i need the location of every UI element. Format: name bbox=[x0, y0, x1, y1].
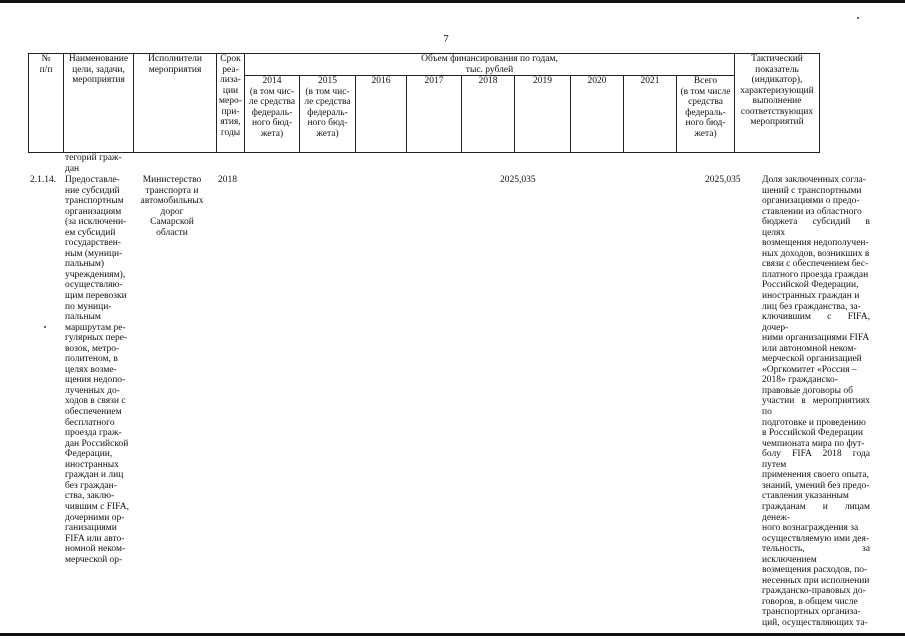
header-financing-title: Объем финансирования по годам, тыс. рублей bbox=[245, 54, 735, 76]
header-year-2019: 2019 bbox=[515, 76, 571, 153]
header-year-2014: 2014 (в том чис- ле средства федераль- ного бюд- жета) bbox=[245, 76, 300, 153]
page-number: 7 bbox=[443, 33, 449, 45]
financing-table-header bbox=[28, 53, 820, 153]
row-amount-total: 2025,035 bbox=[705, 175, 741, 185]
continuation-text: тегорий граж- дан bbox=[65, 153, 122, 174]
header-year-2017: 2017 bbox=[407, 76, 462, 153]
header-col-name: Наименование цели, задачи, мероприятия bbox=[64, 54, 134, 153]
header-year-2020: 2020 bbox=[571, 76, 624, 153]
header-year-2018: 2018 bbox=[462, 76, 515, 153]
header-year-2015: 2015 (в том чис- ле средства федераль- ного бюд- жета) bbox=[300, 76, 356, 153]
row-amount-2018: 2025,035 bbox=[500, 175, 536, 185]
row-number: 2.1.14. bbox=[30, 175, 57, 185]
header-col-number: № п/п bbox=[29, 54, 64, 153]
row-name: Предоставле- ние субсидий транспортным организациям (за исключени- ем субсидий государствен- ным (муници- пальным) учреждениям), осуществляю- щим перевозки по муници- пальным маршрутам ре- гулярных пере- возок, метро- политеном, в целях возме- щения недопо- лученных до- ходов в связи с обеспечением бесплатного проезда граж- дан Российской Федерации, иностранных граждан и лиц без граждан- ства, заклю- чившим с FIFA, дочерними ор- ганизациями FIFA или авто- номной неком- мерческой ор- bbox=[65, 175, 129, 565]
row-term: 2018 bbox=[218, 175, 237, 185]
header-year-2021: 2021 bbox=[624, 76, 677, 153]
header-col-executor: Исполнители мероприятия bbox=[134, 54, 217, 153]
row-executor: Министерство транспорта и автомобильных дорог Самарской области bbox=[140, 175, 204, 238]
header-total: Всего (в том числе средства федераль- ного бюд- жета) bbox=[677, 76, 735, 153]
scan-speck bbox=[857, 17, 859, 19]
bottom-border-line bbox=[0, 633, 905, 636]
scan-speck bbox=[44, 326, 46, 328]
header-col-term: Срок реа- лиза- ции меро- при- ятия, годы bbox=[217, 54, 245, 153]
header-col-indicator: Тактический показатель (индикатор), характеризующий выполнение соответствующих мероприятий bbox=[735, 54, 820, 153]
row-indicator: Доля заключенных согла- шений с транспортными организациями о предо- ставлении из областного бюджета субсидий в целях возмещения недополучен- ных доходов, возникших в связи с обеспечением бес- платного проезда граждан Российской Федерации, иностранных граждан и лиц без гражданства, за- ключившим с FIFA, дочер- ними организациями FIFA или автономной неком- мерческой организацией «Оргкомитет «Россия – 2018» гражданско- правовые договоры об участии в мероприятиях по подготовке и проведению в Российской Федерации чемпионата мира по фут- болу FIFA 2018 года путем применения своего опыта, знаний, умений без предо- ставления указанным гражданам и лицам денеж- ного вознаграждения за осуществляемую ими дея- тельность, за исключением возмещения расходов, по- несенных при исполнении гражданско-правовых до- говоров, в общем числе транспортных организа- ций, осуществляющих та- bbox=[762, 175, 870, 628]
header-year-2016: 2016 bbox=[356, 76, 407, 153]
top-border-line bbox=[0, 0, 905, 3]
